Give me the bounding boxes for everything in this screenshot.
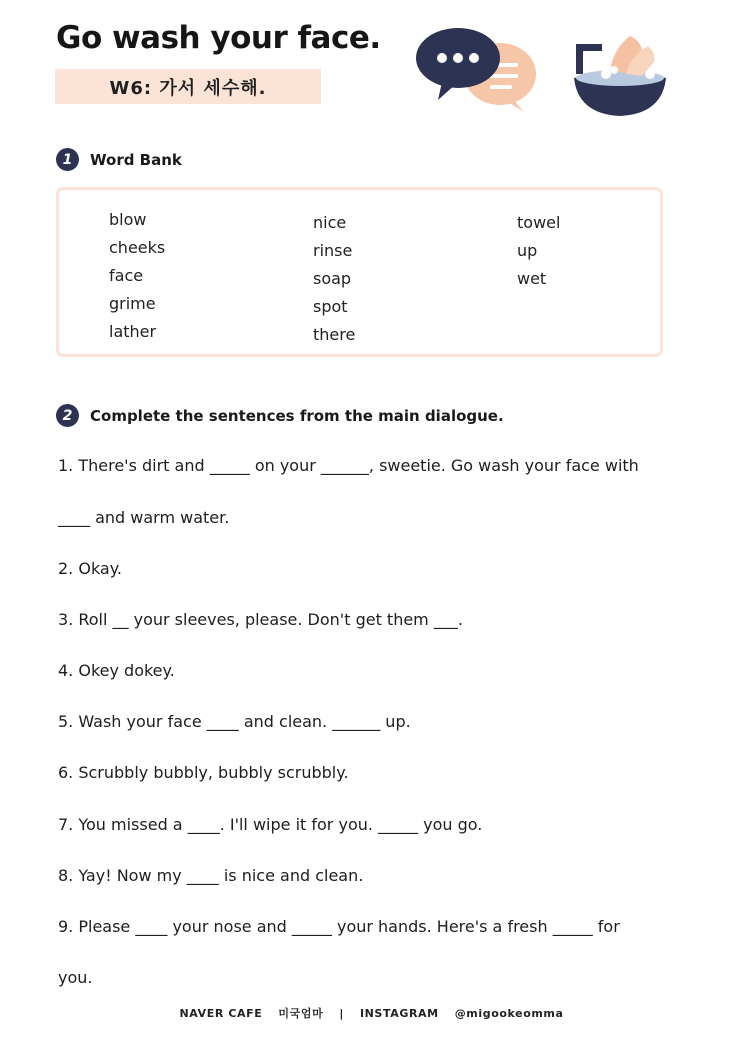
footer-instagram: INSTAGRAM	[359, 1007, 439, 1020]
section-word-bank-header	[56, 148, 182, 171]
word-bank-word: blow	[109, 210, 147, 229]
word-bank-box	[56, 187, 663, 357]
section-number-badge: 2	[56, 404, 79, 427]
sentence-line: 6. Scrubbly bubbly, bubbly scrubbly.	[58, 763, 349, 782]
sentence-line: 2. Okay.	[58, 559, 123, 578]
sentence-line: you.	[58, 968, 93, 987]
sentence-line: 5. Wash your face ____ and clean. ______ up.	[58, 712, 411, 731]
subtitle: W6: 가서 세수해.	[109, 77, 267, 99]
sentence-line: 8. Yay! Now my ____ is nice and clean.	[58, 866, 364, 885]
chat-bubbles-icon	[412, 24, 542, 116]
footer-handle: @migookeomma	[454, 1007, 564, 1020]
word-bank-word: rinse	[313, 241, 353, 260]
subtitle-box	[55, 69, 321, 104]
footer-divider: |	[339, 1007, 344, 1020]
footer	[0, 1005, 743, 1021]
word-bank-word: spot	[313, 297, 348, 316]
section-number-badge: 1	[56, 148, 79, 171]
sentence-line: 3. Roll __ your sleeves, please. Don't get them ___.	[58, 610, 463, 629]
word-bank-word: wet	[517, 269, 547, 288]
sentence-line: 9. Please ____ your nose and _____ your hands. Here's a fresh _____ for	[58, 917, 620, 936]
section-sentences-header	[56, 404, 504, 427]
wash-bowl-icon	[570, 30, 670, 120]
word-bank-word: grime	[109, 294, 156, 313]
word-bank-word: up	[517, 241, 538, 260]
section-label: Word Bank	[90, 150, 182, 169]
page-title: Go wash your face.	[56, 20, 381, 56]
word-bank-word: there	[313, 325, 356, 344]
word-bank-word: towel	[517, 213, 561, 232]
sentence-line: 7. You missed a ____. I'll wipe it for you. _____ you go.	[58, 815, 483, 834]
word-bank-word: face	[109, 266, 144, 285]
word-bank-word: lather	[109, 322, 157, 341]
word-bank-word: cheeks	[109, 238, 166, 257]
footer-cafe: NAVER CAFE	[179, 1007, 263, 1020]
sentence-line: 1. There's dirt and _____ on your ______, sweetie. Go wash your face with	[58, 456, 639, 475]
footer-cafe-name: 미국엄마	[278, 1007, 324, 1020]
sentence-line: 4. Okey dokey.	[58, 661, 175, 680]
section-label: Complete the sentences from the main dialogue.	[90, 406, 504, 425]
word-bank-word: nice	[313, 213, 347, 232]
sentence-line: ____ and warm water.	[58, 508, 230, 527]
word-bank-word: soap	[313, 269, 352, 288]
